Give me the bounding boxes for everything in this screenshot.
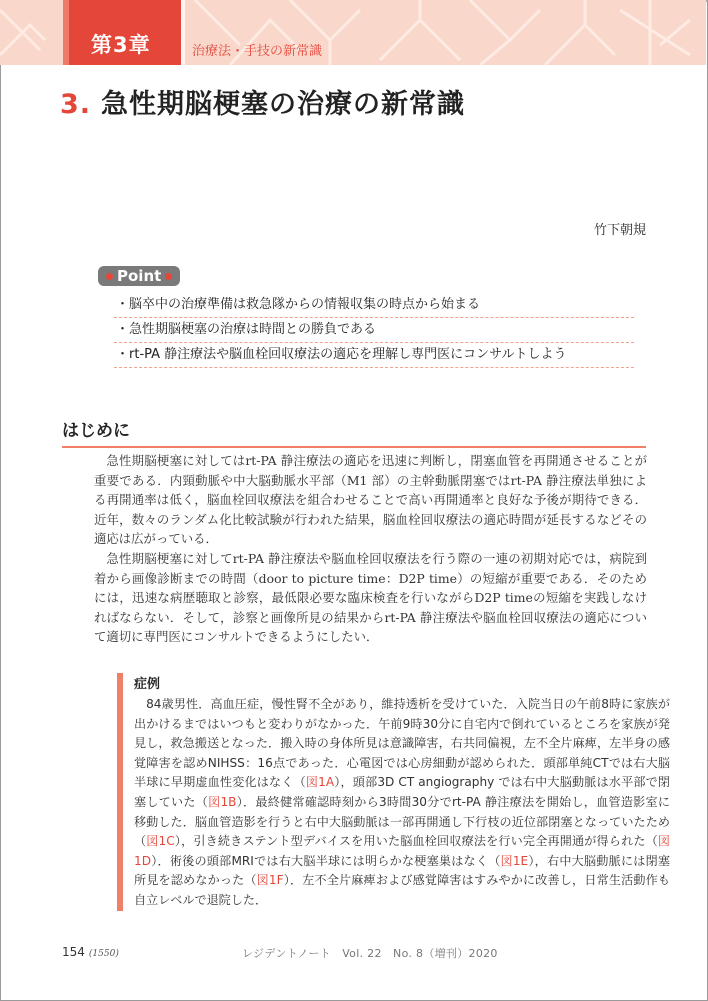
intro-paragraph: 急性期脳梗塞に対してrt-PA 静注療法や脳血栓回収療法を行う際の一連の初期対応では，病院到着から画像診断までの時間（door to picture time：D2P time）の短縮が重要である．そのためには，迅速な病歴聴取と診察，最低限必要な臨床検査を行いながらD2P timeの短縮を実践しなければならない．そして，診察と画像所見の結果からrt-PA 静注療法や脳血栓回収療法の適応について適切に専門医にコンサルトできるようにしたい． <box>94 550 647 645</box>
footer-journal: レジデントノート Vol. 22 No. 8（増刊）2020 <box>242 947 498 960</box>
case-text-segment: ）．最終健常確認時刻から3時間30分でrt-PA 静注療法を開始し，血管造影室に移動した．脳血管造影を行うと右中大脳動脈は一部再開通し下行枝の近位部閉塞となっていたため（ <box>134 794 670 849</box>
case-title: 症例 <box>134 677 161 692</box>
figure-reference-link[interactable]: 図1A <box>305 775 335 790</box>
figure-reference-link[interactable]: 図1C <box>146 834 175 849</box>
chapter-box <box>63 0 181 65</box>
figure-reference-link[interactable]: 図1E <box>500 853 529 868</box>
figure-reference-link[interactable]: 図1D <box>134 834 671 868</box>
case-text-segment: 84歳男性．高血圧症，慢性腎不全があり，維持透析を受けていた．入院当日の午前8時に家族が出かけるまではいつもと変わりがなかった．午前9時30分に自宅内で倒れているところを家族が発見し，救急搬送となった．搬入時の身体所見は意識障害，右共同偏視，左不全片麻痺，左半身の感覚障害を認めNIHSS：16点であった．心電図では心房細動が認められた．頭部単純CTでは右大脳半球に早期虚血性変化はなく（ <box>134 697 670 790</box>
point-item: ・rt-PA 静注療法や脳血栓回収療法の適応を理解し専門医にコンサルトしよう <box>114 343 634 368</box>
intro-body <box>94 451 647 647</box>
point-badge <box>98 266 180 286</box>
case-text-segment: ），右中大脳動脈には閉塞所見を認めなかった（ <box>134 853 670 888</box>
point-item: ・急性期脳梗塞の治療は時間との勝負である <box>114 318 634 343</box>
figure-reference-link[interactable]: 図1F <box>256 873 284 888</box>
point-badge-label: Point <box>117 267 162 285</box>
case-box <box>117 673 670 911</box>
case-text-segment: ），頭部3D CT angiography では右中大脳動脈は水平部で閉塞していた（ <box>134 775 670 809</box>
case-text-segment: ）．術後の頭部MRIでは右大脳半球には明らかな梗塞巣はなく（ <box>151 853 501 868</box>
chapter-divider <box>181 0 185 65</box>
point-item: ・脳卒中の治療準備は救急隊からの情報収集の時点から始まる <box>114 293 634 318</box>
section-heading-intro: はじめに <box>62 416 646 448</box>
page-number: 154 <box>62 945 85 959</box>
chapter-subtitle: 治療法・手技の新常識 <box>192 44 323 59</box>
bullet-dot-icon <box>106 273 113 280</box>
bullet-dot-icon <box>165 273 172 280</box>
chapter-label: 第3章 <box>91 33 151 57</box>
case-text-segment: ）．左不全片麻痺および感覚障害はすみやかに改善し，日常生活動作も自立レベルで退院した． <box>134 873 670 907</box>
article-title <box>60 82 465 121</box>
chapter-header-band <box>0 0 706 65</box>
article-title-text: 急性期脳梗塞の治療の新常識 <box>101 89 466 120</box>
case-text <box>134 695 670 911</box>
article-number: 3. <box>60 89 92 120</box>
case-text-segment: ），引き続きステント型デバイスを用いた脳血栓回収療法を行い完全再開通が得られた（ <box>174 834 658 849</box>
original-page-number: (1550) <box>88 949 119 959</box>
author-name: 竹下朝規 <box>593 223 646 238</box>
intro-paragraph: 急性期脳梗塞に対してはrt-PA 静注療法の適応を迅速に判断し，閉塞血管を再開通させることが重要である．内頸動脈や中大脳動脈水平部（M1 部）の主幹動脈閉塞ではrt-PA 静注療法単独による再開通率は低く，脳血栓回収療法を組合わせることで高い再開通率と良好な予後が期待できる．近年，数々のランダム化比較試験が行われた結果，脳血栓回収療法の適応時間が延長するなどその適応は広がっている． <box>94 453 647 547</box>
point-list <box>114 293 634 368</box>
figure-reference-link[interactable]: 図1B <box>208 794 237 809</box>
footer-page-number <box>62 945 119 959</box>
